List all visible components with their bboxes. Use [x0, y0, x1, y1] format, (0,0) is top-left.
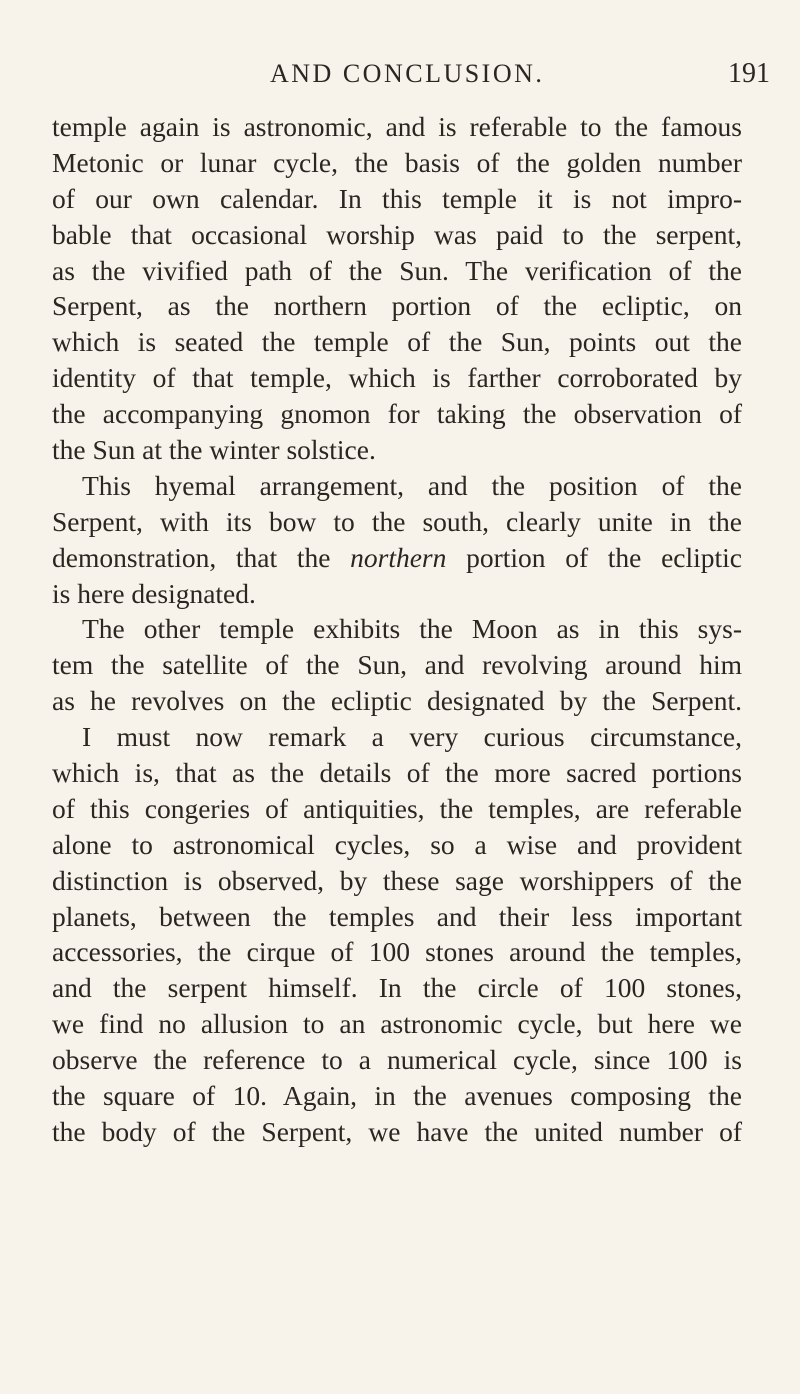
text-line: the square of 10. Again, in the avenues composing the	[52, 1080, 742, 1112]
text-line: bable that occasional worship was paid to the serpent,	[52, 218, 742, 250]
text-line: tem the satellite of the Sun, and revolving around him	[52, 649, 742, 681]
text-fragment: portion of the ecliptic	[446, 541, 743, 573]
text-line: Metonic or lunar cycle, the basis of the golden number	[52, 146, 742, 178]
paragraph-start-line: I must now remark a very curious circumstance,	[82, 721, 742, 753]
page-number: 191	[728, 58, 770, 89]
text-line: the body of the Serpent, we have the united number of	[52, 1115, 742, 1147]
text-line: of this congeries of antiquities, the temples, are referable	[52, 792, 742, 824]
text-line-with-italic	[52, 540, 742, 576]
running-head-title: AND CONCLUSION.	[270, 59, 545, 88]
text-line: alone to astronomical cycles, so a wise and provident	[52, 828, 742, 860]
text-line: observe the reference to a numerical cycle, since 100 is	[52, 1044, 742, 1076]
text-line: accessories, the cirque of 100 stones around the temples,	[52, 936, 742, 968]
italic-word: northern	[350, 541, 447, 573]
text-line: which is, that as the details of the more sacred portions	[52, 757, 742, 789]
text-line: Serpent, as the northern portion of the ecliptic, on	[52, 290, 742, 322]
text-line: which is seated the temple of the Sun, points out the	[52, 326, 742, 358]
paragraph-start-line: The other temple exhibits the Moon as in this sys-	[82, 613, 742, 645]
text-line: Serpent, with its bow to the south, clearly unite in the	[52, 505, 742, 537]
text-line: of our own calendar. In this temple it is not impro-	[52, 182, 742, 214]
text-line: we find no allusion to an astronomic cycle, but here we	[52, 1008, 742, 1040]
text-line: and the serpent himself. In the circle of 100 stones,	[52, 972, 742, 1004]
running-head	[110, 56, 770, 96]
text-line: identity of that temple, which is farther corroborated by	[52, 362, 742, 394]
text-line: distinction is observed, by these sage worshippers of the	[52, 864, 742, 896]
text-line: planets, between the temples and their less important	[52, 900, 742, 932]
text-line: as the vivified path of the Sun. The verification of the	[52, 254, 742, 286]
body-text	[52, 109, 742, 1150]
text-line: temple again is astronomic, and is referable to the famous	[52, 111, 742, 142]
paragraph-end-line: the Sun at the winter solstice.	[52, 434, 376, 466]
paragraph-end-line: is here designated.	[52, 577, 256, 609]
text-line: the accompanying gnomon for taking the observation of	[52, 398, 742, 430]
text-fragment: demonstration, that the	[52, 541, 351, 573]
paragraph-end-line: as he revolves on the ecliptic designated by the Serpent.	[52, 685, 742, 717]
paragraph-start-line: This hyemal arrangement, and the position of the	[82, 469, 742, 501]
